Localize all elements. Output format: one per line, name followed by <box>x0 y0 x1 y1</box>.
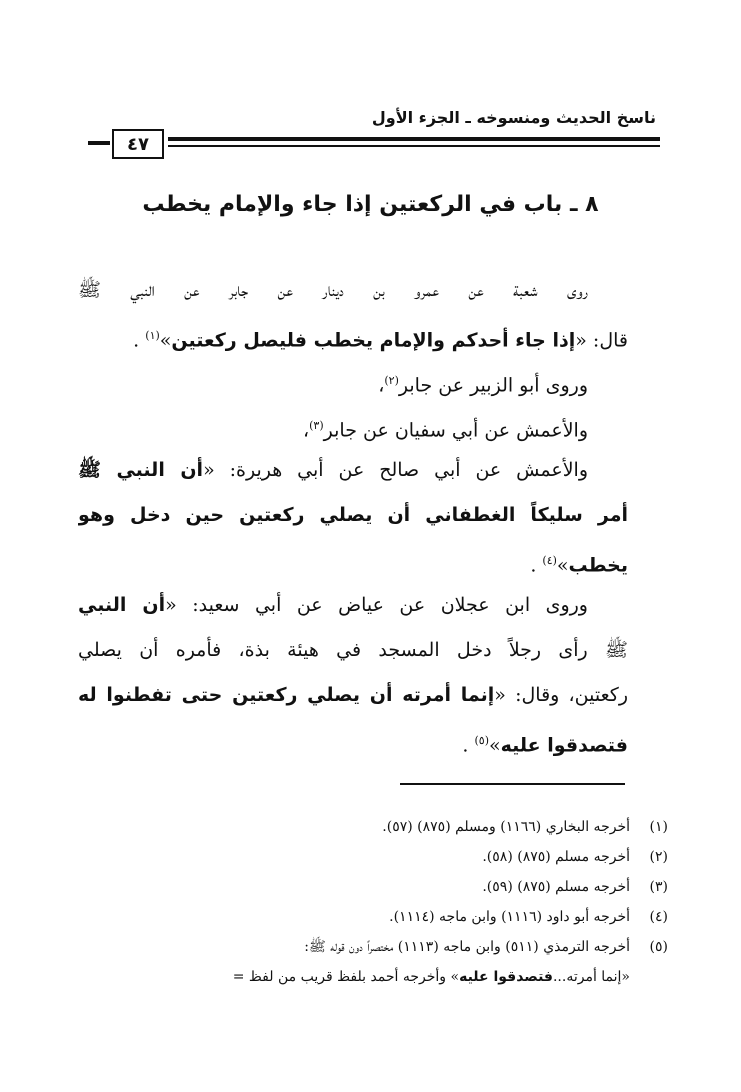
footnote-ref-2: (٢) <box>384 374 399 387</box>
footnote-1: (١) أخرجه البخاري (١١٦٦) ومسلم (٨٧٥) (٥٧). <box>382 819 668 835</box>
paragraph-5-line-4: فتصدقوا عليه»$^{(٥)}$ . <box>462 734 628 757</box>
footnote-5: (٥) أخرجه الترمذي (٥١١) وابن ماجه (١١١٣) مختصراً دون قوله ﷺ: <box>304 939 668 955</box>
footnote-ref-3: (٣) <box>309 419 324 432</box>
footnote-5-continuation: «إنما أمرته... فتصدقوا عليه » وأخرجه أحمد بلفظ قريب من لفظ = <box>232 969 630 985</box>
footnote-separator <box>400 783 625 785</box>
hadith-quote: إذا جاء أحدكم والإمام يخطب فليصل ركعتين <box>171 329 576 352</box>
paragraph-5-line-3: ركعتين، وقال: «إنما أمرته أن يصلي ركعتين حتى تفطنوا له <box>78 684 628 706</box>
footnote-ref-4: (٤) <box>542 554 557 567</box>
header-rule-left <box>88 141 110 145</box>
footnote-ref-1: (١) <box>145 329 160 342</box>
paragraph-2: وروى أبو الزبير عن جابر$^{(٢)}$، <box>378 374 588 397</box>
footnote-3: (٣) أخرجه مسلم (٨٧٥) (٥٩). <box>482 879 668 895</box>
paragraph-5-line-1: وروى ابن عجلان عن عياض عن أبي سعيد: «أن النبي <box>78 594 588 616</box>
paragraph-4-line-3: يخطب»$^{(٤)}$ . <box>530 554 628 577</box>
header-rule-right-top <box>168 137 660 141</box>
paragraph-3: والأعمش عن أبي سفيان عن جابر$^{(٣)}$، <box>302 419 588 442</box>
paragraph-1-line-1: روى شعبة عن عمرو بن دينار عن جابر عن النبي ﷺ <box>78 279 588 301</box>
header-rule-right-bottom <box>168 145 660 147</box>
footnote-ref-5: (٥) <box>474 734 489 747</box>
paragraph-4-line-1: والأعمش عن أبي صالح عن أبي هريرة: «أن النبي ﷺ <box>78 459 588 481</box>
paragraph-1-line-2: قال: «إذا جاء أحدكم والإمام يخطب فليصل ركعتين»$^{(١)}$ . <box>133 329 628 352</box>
footnote-4: (٤) أخرجه أبو داود (١١١٦) وابن ماجه (١١١٤). <box>389 909 668 925</box>
section-title: ٨ ـ باب في الركعتين إذا جاء والإمام يخطب <box>142 192 599 217</box>
paragraph-4-line-2: أمر سليكاً الغطفاني أن يصلي ركعتين حين دخل وهو <box>78 504 628 526</box>
paragraph-5-line-2: ﷺ رأى رجلاً دخل المسجد في هيئة بذة، فأمره أن يصلي <box>78 639 628 661</box>
footnote-2: (٢) أخرجه مسلم (٨٧٥) (٥٨). <box>482 849 668 865</box>
main-text <box>78 268 628 763</box>
running-title: ناسخ الحديث ومنسوخه ـ الجزء الأول <box>371 108 656 127</box>
footnotes <box>78 812 668 992</box>
page-number: ٤٧ <box>112 129 164 159</box>
